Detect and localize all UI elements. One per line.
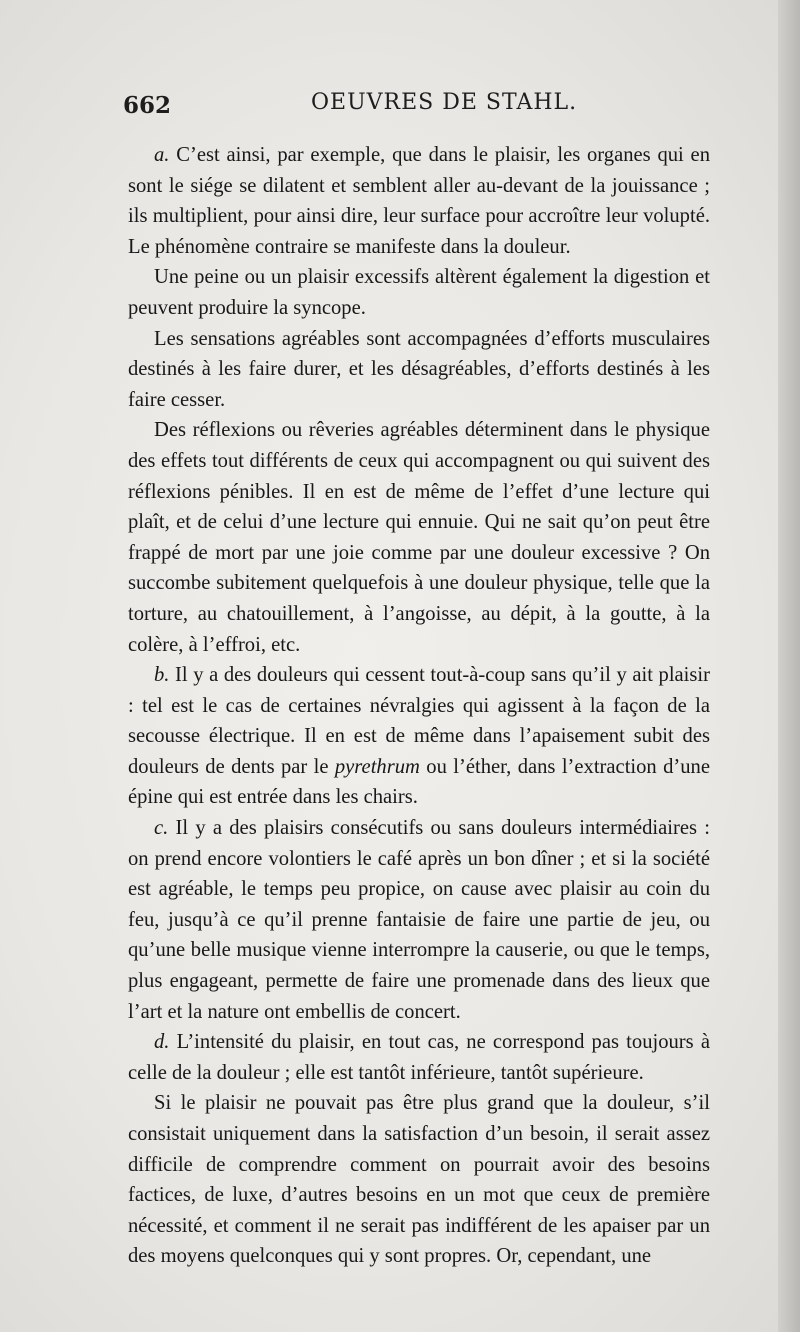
paragraph-b-italic-term: pyrethrum bbox=[334, 755, 420, 778]
paragraph-d-text: L’intensité du plaisir, en tout cas, ne correspond pas toujours à celle de la douleur ; elle est tantôt inférieure, tantôt supérieure. bbox=[128, 1031, 710, 1084]
paragraph-marker-c: c. bbox=[154, 817, 169, 840]
body-text bbox=[128, 140, 710, 1272]
paragraph-b-text-before: Il y a des douleurs qui cessent tout-à-coup sans qu’il y ait plaisir : tel est le cas de certaines névralgies qui agissent à la façon de la secousse électrique. Il en est de même dans l’apaisement subit des douleurs de dents par le bbox=[128, 664, 710, 778]
paragraph-marker-a: a. bbox=[154, 144, 170, 166]
paragraph-b bbox=[128, 660, 710, 813]
paragraph-a bbox=[128, 140, 710, 262]
paragraph-a-text: C’est ainsi, par exemple, que dans le plaisir, les organes qui en sont le siége se dilatent et semblent aller au-devant de la jouissance ; ils multiplient, pour ainsi dire, leur surface pour accroître leur volupté. Le phénomène contraire se manifeste dans la douleur. bbox=[128, 144, 710, 258]
paragraph-reflexions bbox=[128, 415, 710, 660]
page-header bbox=[123, 88, 723, 128]
paragraph-d bbox=[128, 1027, 710, 1088]
paragraph-digestion bbox=[128, 262, 710, 323]
page-edge-shadow bbox=[778, 0, 800, 1332]
paragraph-marker-b: b. bbox=[154, 664, 170, 687]
running-title: OEUVRES DE STAHL. bbox=[311, 90, 578, 115]
paragraph-digestion-text: Une peine ou un plaisir excessifs altèrent également la digestion et peuvent produire la syncope. bbox=[128, 266, 710, 319]
paragraph-reflexions-text: Des réflexions ou rêveries agréables déterminent dans le physique des effets tout différents de ceux qui accompagnent ou qui suivent des réflexions pénibles. Il en est de même de l’effet d’une lecture qui plaît, et de celui d’une lecture qui ennuie. Qui ne sait qu’on peut être frappé de mort par une joie comme par une douleur excessive ? On succombe subitement quelquefois à une douleur physique, telle que la torture, au chatouillement, à l’angoisse, au dépit, à la goutte, à la colère, à l’effroi, etc. bbox=[128, 419, 710, 656]
paragraph-besoins-text: Si le plaisir ne pouvait pas être plus grand que la douleur, s’il consistait uniquement dans la satisfaction d’un besoin, il serait assez difficile de comprendre comment on pourrait avoir des besoins factices, de luxe, d’autres besoins en un mot que ceux de première nécessité, et comment il ne serait pas indifférent de les apaiser par un des moyens quelconques qui y sont propres. Or, cependant, une bbox=[128, 1092, 710, 1268]
paragraph-sensations-text: Les sensations agréables sont accompagnées d’efforts musculaires destinés à les faire durer, et les désagréables, d’efforts destinés à les faire cesser. bbox=[128, 327, 710, 411]
paragraph-b-text-after: ou l’éther, dans l’extraction d’une épine qui est entrée dans les chairs. bbox=[128, 755, 710, 809]
paragraph-c-text: Il y a des plaisirs consécutifs ou sans douleurs intermédiaires : on prend encore volontiers le café après un bon dîner ; et si la société est agréable, le temps peu propice, on cause avec plaisir au coin du feu, jusqu’à ce qu’il prenne fantaisie de faire une partie de jeu, ou qu’une belle musique vienne interrompre la causerie, ou que le temps, plus engageant, permette de faire une promenade dans des lieux que l’art et la nature ont embellis de concert. bbox=[128, 817, 710, 1023]
paragraph-sensations bbox=[128, 324, 710, 416]
paragraph-besoins bbox=[128, 1088, 710, 1272]
paragraph-marker-d: d. bbox=[154, 1031, 170, 1054]
page-number: 662 bbox=[123, 92, 172, 119]
paragraph-c bbox=[128, 813, 710, 1027]
